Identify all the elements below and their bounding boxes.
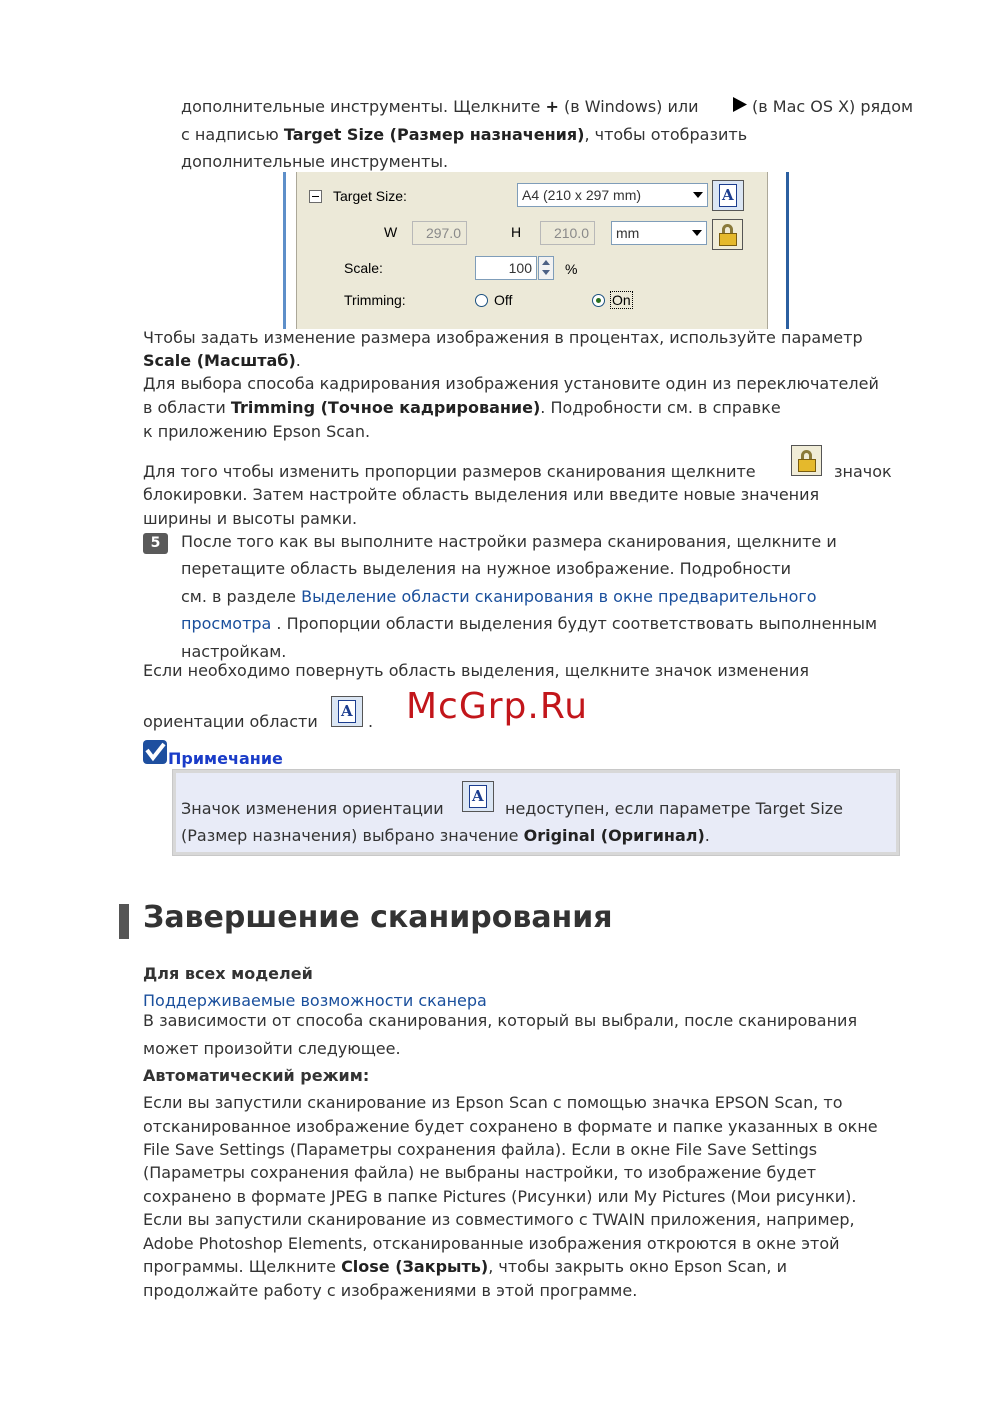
note-text: (Размер назначения) выбрано значение bbox=[181, 826, 524, 845]
section-p2-line: Если вы запустили сканирование из Epson Scan с помощью значка EPSON Scan, то bbox=[143, 1093, 843, 1112]
step-5-badge: 5 bbox=[143, 533, 168, 554]
section-text: , чтобы закрыть окно Epson Scan, и bbox=[488, 1257, 787, 1276]
intro-text: дополнительные инструменты. Щелкните bbox=[181, 97, 546, 116]
step5-line-5: настройкам. bbox=[181, 642, 287, 661]
section-p2-line: отсканированное изображение будет сохранено в формате и папке указанных в окне bbox=[143, 1117, 878, 1136]
intro-line-2 bbox=[181, 125, 747, 144]
window-frame-right bbox=[786, 172, 789, 329]
auto-mode-heading: Автоматический режим: bbox=[143, 1066, 370, 1085]
check-icon bbox=[143, 740, 167, 764]
orient-glyph: A bbox=[472, 787, 484, 805]
trim-off-label: Off bbox=[494, 292, 513, 308]
scale-paragraph-line-2 bbox=[143, 351, 301, 370]
rotate-line-2-end: . bbox=[368, 712, 374, 731]
trim-on-radio[interactable] bbox=[592, 294, 605, 307]
scale-input[interactable]: 100 bbox=[475, 256, 537, 280]
unit-value: mm bbox=[616, 225, 640, 241]
lock-paragraph-line-1-end: значок bbox=[834, 462, 892, 481]
play-triangle-icon bbox=[733, 97, 747, 112]
models-heading: Для всех моделей bbox=[143, 964, 313, 983]
lock-paragraph-line-1: Для того чтобы изменить пропорции размеров сканирования щелкните bbox=[143, 462, 756, 481]
intro-line-1-end: (в Mac OS X) рядом bbox=[752, 97, 914, 116]
target-size-dialog-screenshot bbox=[283, 172, 789, 329]
preview-selection-link[interactable]: Выделение области сканирования в окне предварительного bbox=[301, 587, 817, 606]
target-size-term: Target Size (Размер назначения) bbox=[283, 125, 585, 144]
orientation-icon bbox=[331, 696, 363, 727]
rotate-line-1: Если необходимо повернуть область выделения, щелкните значок изменения bbox=[143, 661, 809, 680]
scale-spinner[interactable] bbox=[538, 256, 554, 280]
lock-button[interactable] bbox=[712, 219, 743, 250]
note-checkmark-icon bbox=[143, 740, 167, 764]
lock-body bbox=[719, 233, 737, 246]
intro-text: , чтобы отобразить bbox=[584, 125, 748, 144]
supported-features-link[interactable]: Поддерживаемые возможности сканера bbox=[143, 991, 487, 1010]
intro-line-1 bbox=[181, 97, 699, 116]
orient-glyph: A bbox=[722, 186, 734, 204]
scale-unit: % bbox=[565, 261, 578, 277]
lock-icon bbox=[791, 445, 822, 476]
trim-text: . Подробности см. в справке bbox=[540, 398, 781, 417]
collapse-minus-button[interactable] bbox=[309, 190, 322, 203]
target-size-dropdown[interactable] bbox=[517, 183, 708, 207]
section-p2-line: Если вы запустили сканирование из совместимого с TWAIN приложения, например, bbox=[143, 1210, 855, 1229]
section-p2-line: File Save Settings (Параметры сохранения файла). Если в окне File Save Settings bbox=[143, 1140, 818, 1159]
dialog-panel bbox=[296, 172, 768, 329]
note-title: Примечание bbox=[168, 749, 283, 768]
trim-text: в области bbox=[143, 398, 231, 417]
original-term: Original (Оригинал) bbox=[523, 826, 705, 845]
trim-paragraph-line-1: Для выбора способа кадрирования изображения установите один из переключателей bbox=[143, 374, 879, 393]
orientation-icon bbox=[462, 781, 494, 812]
orient-glyph: A bbox=[341, 702, 353, 720]
width-input[interactable]: 297.0 bbox=[412, 221, 467, 245]
lock-paragraph-line-2: блокировки. Затем настройте область выделения или введите новые значения bbox=[143, 485, 820, 504]
section-p2-line: Adobe Photoshop Elements, отсканированные изображения откроются в окне этой bbox=[143, 1234, 840, 1253]
target-size-label: Target Size: bbox=[333, 188, 407, 204]
step5-line-2: перетащите область выделения на нужное изображение. Подробности bbox=[181, 559, 792, 578]
trimming-term: Trimming (Точное кадрирование) bbox=[230, 398, 541, 417]
page-icon bbox=[469, 785, 487, 808]
scale-label: Scale: bbox=[344, 260, 383, 276]
close-term: Close (Закрыть) bbox=[341, 1257, 489, 1276]
unit-dropdown[interactable] bbox=[611, 221, 707, 245]
intro-text: (в Windows) или bbox=[558, 97, 699, 116]
orientation-button[interactable] bbox=[712, 180, 744, 211]
section-text: программы. Щелкните bbox=[143, 1257, 342, 1276]
trim-paragraph-line-2 bbox=[143, 398, 781, 417]
note-line-1: Значок изменения ориентации bbox=[181, 799, 444, 818]
width-label: W bbox=[384, 224, 398, 240]
watermark-text: McGrp.Ru bbox=[406, 686, 589, 727]
step5-line-1: После того как вы выполните настройки размера сканирования, щелкните и bbox=[181, 532, 837, 551]
section-p1-line-1: В зависимости от способа сканирования, который вы выбрали, после сканирования bbox=[143, 1011, 858, 1030]
section-p1-line-2: может произойти следующее. bbox=[143, 1039, 401, 1058]
chevron-down-icon bbox=[693, 192, 703, 198]
scale-paragraph-line-1: Чтобы задать изменение размера изображения в процентах, используйте параметр bbox=[143, 328, 863, 347]
page-icon bbox=[338, 700, 356, 723]
step5-line-4 bbox=[181, 614, 877, 633]
preview-selection-link-cont[interactable]: просмотра bbox=[181, 614, 272, 633]
section-p2-line bbox=[143, 1257, 787, 1276]
plus-symbol: + bbox=[545, 97, 559, 116]
note-line-2 bbox=[181, 826, 710, 845]
target-size-value: A4 (210 x 297 mm) bbox=[522, 187, 642, 203]
heading-bar bbox=[119, 904, 129, 939]
scale-term: Scale (Масштаб) bbox=[143, 351, 296, 370]
height-input[interactable]: 210.0 bbox=[540, 221, 595, 245]
punct: . bbox=[704, 826, 710, 845]
trim-off-radio[interactable] bbox=[475, 294, 488, 307]
rotate-line-2: ориентации области bbox=[143, 712, 318, 731]
lock-body bbox=[798, 459, 816, 472]
step5-line-3 bbox=[181, 587, 817, 606]
chevron-down-icon bbox=[692, 230, 702, 236]
section-p2-line: сохранено в формате JPEG в папке Pictures (Рисунки) или My Pictures (Мои рисунки). bbox=[143, 1187, 857, 1206]
intro-text: с надписью bbox=[181, 125, 284, 144]
intro-line-3: дополнительные инструменты. bbox=[181, 152, 449, 171]
window-frame-left bbox=[283, 172, 286, 329]
note-line-1-end: недоступен, если параметре Target Size bbox=[505, 799, 844, 818]
section-p2-line: (Параметры сохранения файла) не выбраны настройки, то изображение будет bbox=[143, 1163, 817, 1182]
chevron-up-icon bbox=[542, 260, 550, 265]
lock-paragraph-line-3: ширины и высоты рамки. bbox=[143, 509, 358, 528]
trim-on-label: On bbox=[612, 292, 631, 308]
punct: . bbox=[295, 351, 301, 370]
page-icon bbox=[719, 184, 737, 207]
trim-paragraph-line-3: к приложению Epson Scan. bbox=[143, 422, 371, 441]
height-label: H bbox=[511, 224, 522, 240]
step5-text: . Пропорции области выделения будут соответствовать выполненным bbox=[271, 614, 878, 633]
section-title: Завершение сканирования bbox=[143, 900, 613, 935]
section-p2-final: продолжайте работу с изображениями в этой программе. bbox=[143, 1281, 638, 1300]
trimming-label: Trimming: bbox=[344, 292, 406, 308]
chevron-down-icon bbox=[542, 270, 550, 275]
step5-text: см. в разделе bbox=[181, 587, 302, 606]
note-box bbox=[173, 770, 899, 855]
